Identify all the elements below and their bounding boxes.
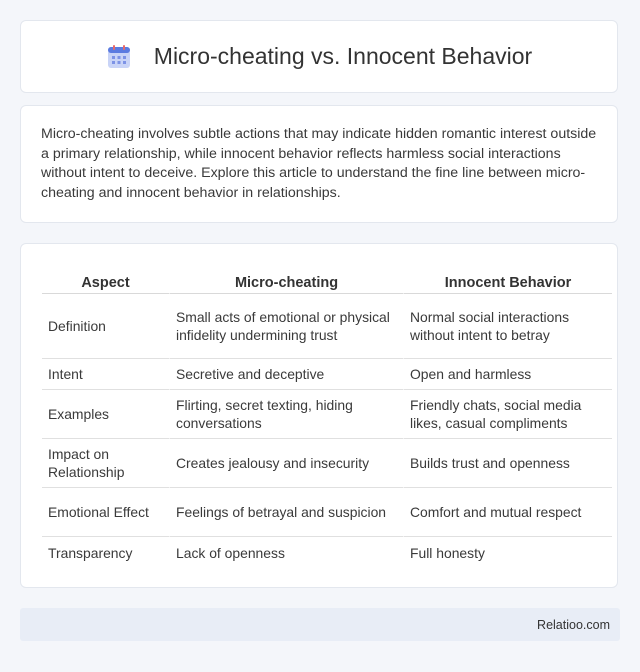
row-aspect: Definition [42, 294, 169, 359]
intro-text: Micro-cheating involves subtle actions that may indicate hidden romantic interest outside a primary relationship, while innocent behavior reflects harmless social interactions without intent to deceive. Explore this article to understand the fine line between micro-cheating and innocent behavior in relationships. [41, 126, 597, 201]
page-title: Micro-cheating vs. Innocent Behavior [153, 43, 533, 69]
column-header-aspect: Aspect [42, 264, 169, 294]
row-innocent-behavior: Open and harmless [403, 359, 612, 390]
table-header-row [42, 264, 612, 294]
row-innocent-behavior: Full honesty [403, 537, 612, 568]
row-micro-cheating: Creates jealousy and insecurity [169, 439, 403, 488]
column-header-innocent-behavior: Innocent Behavior [403, 264, 612, 294]
comparison-table [42, 264, 612, 568]
row-innocent-behavior: Comfort and mutual respect [403, 488, 612, 537]
table-row [42, 488, 612, 537]
footer-bar [20, 608, 620, 641]
row-aspect: Emotional Effect [42, 488, 169, 537]
table-row [42, 359, 612, 390]
row-micro-cheating: Small acts of emotional or physical infidelity undermining trust [169, 294, 403, 359]
row-aspect: Examples [42, 390, 169, 439]
comparison-table-card [20, 243, 618, 588]
table-row [42, 390, 612, 439]
table-row [42, 439, 612, 488]
row-micro-cheating: Feelings of betrayal and suspicion [169, 488, 403, 537]
row-aspect: Intent [42, 359, 169, 390]
footer-brand: Relatioo.com [537, 617, 610, 632]
calendar-icon [106, 44, 132, 70]
table-row [42, 294, 612, 359]
title-card [20, 20, 618, 93]
row-innocent-behavior: Friendly chats, social media likes, casual compliments [403, 390, 612, 439]
row-micro-cheating: Secretive and deceptive [169, 359, 403, 390]
column-header-micro-cheating: Micro-cheating [169, 264, 403, 294]
row-aspect: Impact on Relationship [42, 439, 169, 488]
row-innocent-behavior: Builds trust and openness [403, 439, 612, 488]
row-micro-cheating: Flirting, secret texting, hiding conversations [169, 390, 403, 439]
row-innocent-behavior: Normal social interactions without intent to betray [403, 294, 612, 359]
row-aspect: Transparency [48, 544, 133, 561]
intro-card [20, 105, 618, 223]
table-row [42, 537, 612, 568]
row-micro-cheating: Lack of openness [169, 537, 403, 568]
